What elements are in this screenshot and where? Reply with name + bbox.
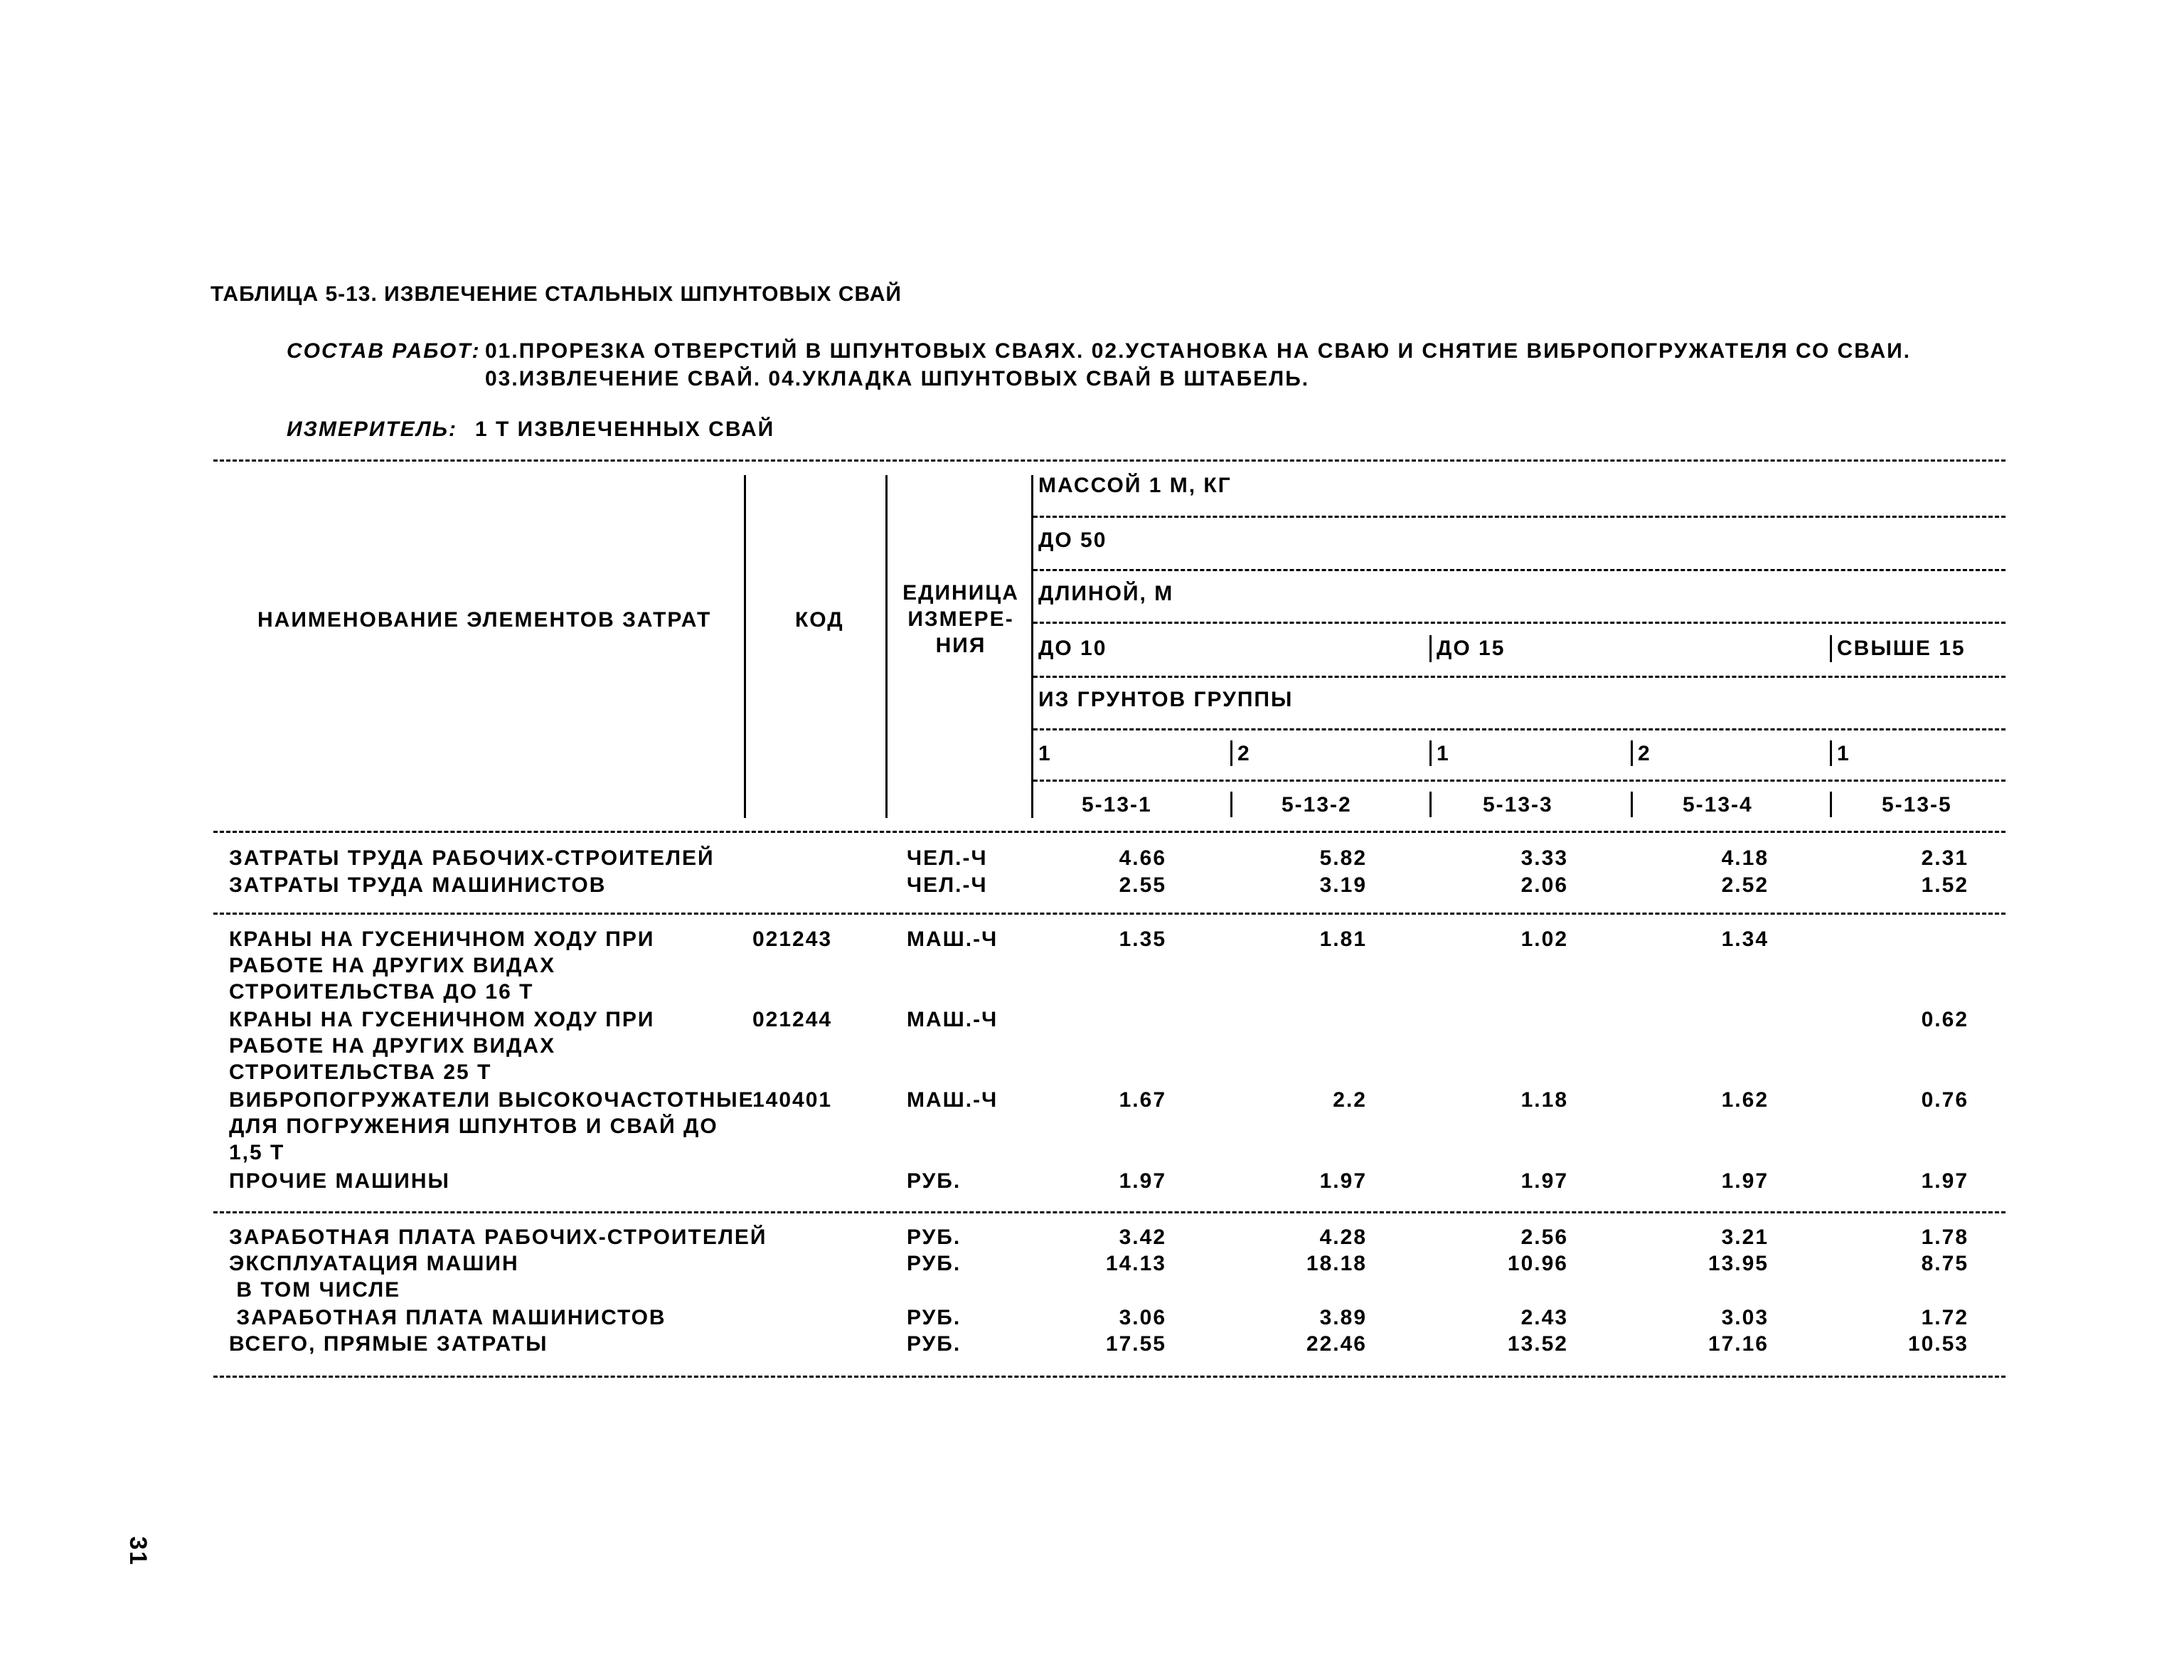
row-value: 2.56 [1520, 1226, 1568, 1249]
row-value: 1.78 [1921, 1226, 1969, 1249]
row-name: РАБОТЕ НА ДРУГИХ ВИДАХ [229, 1034, 556, 1058]
row-value: 0.76 [1921, 1088, 1969, 1112]
row-code: 021244 [752, 1008, 833, 1031]
row-unit: РУБ. [907, 1169, 962, 1193]
header-top-rule [213, 459, 2005, 462]
row-value: 1.34 [1721, 927, 1769, 951]
row-name: КРАНЫ НА ГУСЕНИЧНОМ ХОДУ ПРИ [229, 927, 655, 951]
row-value: 17.16 [1708, 1332, 1769, 1356]
row-name: ЗАРАБОТНАЯ ПЛАТА РАБОЧИХ-СТРОИТЕЛЕЙ [229, 1226, 767, 1249]
row-value: 5.82 [1319, 846, 1367, 870]
row-value: 2.52 [1721, 873, 1769, 897]
row-value: 0.62 [1921, 1008, 1969, 1031]
row-value: 10.53 [1907, 1332, 1969, 1356]
row-value: 10.96 [1507, 1252, 1568, 1275]
row-name: ЗАТРАТЫ ТРУДА МАШИНИСТОВ [229, 873, 607, 897]
row-value: 22.46 [1306, 1332, 1367, 1356]
row-unit: РУБ. [907, 1252, 962, 1275]
row-value: 1.97 [1921, 1169, 1969, 1193]
vrule-code-5 [1830, 792, 1832, 817]
row-name: В ТОМ ЧИСЛЕ [229, 1278, 401, 1302]
row-name: ПРОЧИЕ МАШИНЫ [229, 1169, 450, 1193]
vrule-name-code [744, 475, 746, 818]
header-rule-5 [1033, 728, 2005, 730]
row-name: 1,5 Т [229, 1141, 285, 1164]
header-group-5: 1 [1837, 742, 1850, 765]
row-value: 13.52 [1507, 1332, 1568, 1356]
vrule-code-2 [1230, 792, 1232, 817]
header-mass: МАССОЙ 1 М, КГ [1038, 474, 1232, 497]
vrule-group-2a [1230, 740, 1232, 766]
header-unit-line-3: НИЯ [935, 634, 986, 657]
row-unit: МАШ.-Ч [907, 927, 998, 951]
row-value: 3.42 [1119, 1226, 1166, 1249]
row-unit: РУБ. [907, 1332, 962, 1356]
row-value: 1.62 [1721, 1088, 1769, 1112]
row-value: 1.97 [1119, 1169, 1166, 1193]
header-code-4: 5-13-4 [1683, 793, 1753, 817]
vrule-group-1b [1429, 740, 1432, 766]
row-value: 1.67 [1119, 1088, 1166, 1112]
header-unit-line-2: ИЗМЕРЕ- [907, 607, 1014, 631]
header-code-column: КОД [795, 608, 844, 632]
row-code: 140401 [752, 1088, 833, 1112]
section-rule-2 [213, 1211, 2005, 1213]
vrule-over15 [1830, 635, 1832, 662]
work-composition-line-2: 03.ИЗВЛЕЧЕНИЕ СВАЙ. 04.УКЛАДКА ШПУНТОВЫХ СВАЙ В ШТАБЕЛЬ. [485, 367, 1310, 390]
work-composition-label: СОСТАВ РАБОТ: [287, 339, 481, 363]
header-group-2: 2 [1237, 742, 1251, 765]
header-soil-group: ИЗ ГРУНТОВ ГРУППЫ [1038, 688, 1294, 711]
header-rule-4 [1033, 676, 2005, 678]
header-code-3: 5-13-3 [1483, 793, 1553, 817]
row-value: 3.33 [1520, 846, 1568, 870]
header-group-1: 1 [1038, 742, 1052, 765]
header-rule-1 [1033, 516, 2005, 518]
row-name: ДЛЯ ПОГРУЖЕНИЯ ШПУНТОВ И СВАЙ ДО [229, 1115, 718, 1138]
row-value: 13.95 [1708, 1252, 1769, 1275]
row-value: 14.13 [1105, 1252, 1166, 1275]
header-name-column: НАИМЕНОВАНИЕ ЭЛЕМЕНТОВ ЗАТРАТ [257, 608, 712, 632]
row-name: ВСЕГО, ПРЯМЫЕ ЗАТРАТЫ [229, 1332, 548, 1356]
row-unit: ЧЕЛ.-Ч [907, 873, 988, 897]
header-over15: СВЫШЕ 15 [1837, 637, 1966, 660]
row-name: РАБОТЕ НА ДРУГИХ ВИДАХ [229, 954, 556, 977]
row-value: 3.89 [1319, 1306, 1367, 1329]
page-number: 31 [124, 1536, 151, 1566]
row-name: ЗАТРАТЫ ТРУДА РАБОЧИХ-СТРОИТЕЛЕЙ [229, 846, 715, 870]
header-code-2: 5-13-2 [1282, 793, 1352, 817]
table-bottom-rule [213, 1376, 2005, 1378]
vrule-code-3 [1429, 792, 1432, 817]
row-value: 18.18 [1306, 1252, 1367, 1275]
row-value: 1.97 [1520, 1169, 1568, 1193]
row-value: 2.55 [1119, 873, 1166, 897]
row-name: ВИБРОПОГРУЖАТЕЛИ ВЫСОКОЧАСТОТНЫЕ [229, 1088, 755, 1112]
header-rule-3 [1033, 622, 2005, 624]
row-value: 3.06 [1119, 1306, 1166, 1329]
row-value: 8.75 [1921, 1252, 1969, 1275]
header-bottom-rule [213, 831, 2005, 833]
row-unit: РУБ. [907, 1226, 962, 1249]
header-rule-6 [1033, 780, 2005, 782]
section-rule-1 [213, 913, 2005, 915]
row-value: 2.31 [1921, 846, 1969, 870]
work-composition-line-1: 01.ПРОРЕЗКА ОТВЕРСТИЙ В ШПУНТОВЫХ СВАЯХ. 02.УСТАНОВКА НА СВАЮ И СНЯТИЕ ВИБРОПОГРУЖАТЕЛЯ СО СВАИ. [485, 339, 1912, 363]
vrule-unit-values [1031, 475, 1033, 818]
row-value: 1.02 [1520, 927, 1568, 951]
row-value: 4.18 [1721, 846, 1769, 870]
row-value: 1.72 [1921, 1306, 1969, 1329]
vrule-group-1c [1830, 740, 1832, 766]
row-value: 1.97 [1721, 1169, 1769, 1193]
row-value: 4.28 [1319, 1226, 1367, 1249]
row-value: 17.55 [1105, 1332, 1166, 1356]
row-name: ЗАРАБОТНАЯ ПЛАТА МАШИНИСТОВ [229, 1306, 666, 1329]
header-upto15: ДО 15 [1437, 637, 1506, 660]
header-upto10: ДО 10 [1038, 637, 1107, 660]
header-length: ДЛИНОЙ, М [1038, 582, 1174, 605]
header-code-5: 5-13-5 [1882, 793, 1952, 817]
row-name: КРАНЫ НА ГУСЕНИЧНОМ ХОДУ ПРИ [229, 1008, 655, 1031]
row-value: 4.66 [1119, 846, 1166, 870]
meter-label: ИЗМЕРИТЕЛЬ: [287, 418, 457, 441]
row-code: 021243 [752, 927, 833, 951]
header-upto50: ДО 50 [1038, 528, 1107, 552]
row-value: 1.18 [1520, 1088, 1568, 1112]
row-unit: РУБ. [907, 1306, 962, 1329]
header-unit-line-1: ЕДИНИЦА [902, 581, 1019, 605]
vrule-group-2b [1631, 740, 1633, 766]
row-value: 3.19 [1319, 873, 1367, 897]
row-unit: ЧЕЛ.-Ч [907, 846, 988, 870]
row-value: 1.97 [1319, 1169, 1367, 1193]
table-title: ТАБЛИЦА 5-13. ИЗВЛЕЧЕНИЕ СТАЛЬНЫХ ШПУНТОВЫХ СВАЙ [211, 282, 902, 306]
row-unit: МАШ.-Ч [907, 1088, 998, 1112]
row-name: ЭКСПЛУАТАЦИЯ МАШИН [229, 1252, 519, 1275]
meter-value: 1 Т ИЗВЛЕЧЕННЫХ СВАЙ [475, 418, 775, 441]
header-group-3: 1 [1437, 742, 1450, 765]
vrule-code-unit [885, 475, 888, 818]
row-value: 3.03 [1721, 1306, 1769, 1329]
row-value: 2.43 [1520, 1306, 1568, 1329]
row-value: 2.06 [1520, 873, 1568, 897]
vrule-code-4 [1631, 792, 1633, 817]
row-name: СТРОИТЕЛЬСТВА ДО 16 Т [229, 980, 534, 1004]
row-value: 1.81 [1319, 927, 1367, 951]
row-value: 1.52 [1921, 873, 1969, 897]
header-rule-2 [1033, 569, 2005, 571]
row-unit: МАШ.-Ч [907, 1008, 998, 1031]
vrule-upto15 [1429, 635, 1432, 662]
header-group-4: 2 [1638, 742, 1651, 765]
header-code-1: 5-13-1 [1082, 793, 1152, 817]
row-value: 3.21 [1721, 1226, 1769, 1249]
row-value: 2.2 [1333, 1088, 1367, 1112]
row-value: 1.35 [1119, 927, 1166, 951]
row-name: СТРОИТЕЛЬСТВА 25 Т [229, 1060, 492, 1084]
